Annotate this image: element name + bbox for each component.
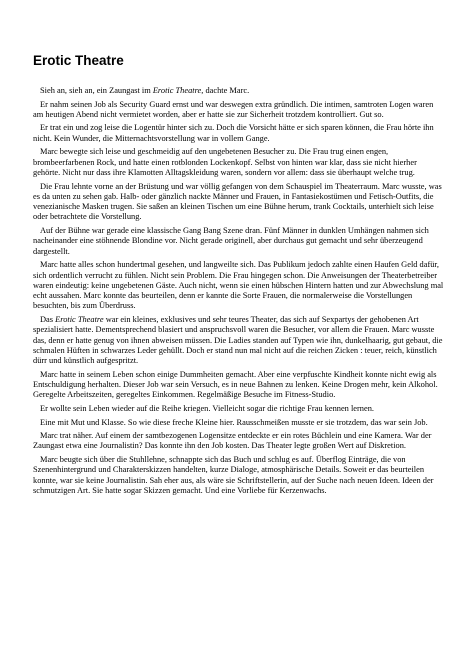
paragraph-11: Eine mit Mut und Klasse. So wie diese freche Kleine hier. Rausschmeißen musste er sie trotzdem, das war sein Job. <box>40 417 428 427</box>
paragraph-text: , dachte Marc. <box>201 86 250 95</box>
theatre-name: Erotic Theatre <box>55 315 104 325</box>
paragraph-text: Das <box>40 315 56 325</box>
paragraph-3: Er trat ein und zog leise die Logentür hinter sich zu. Doch die Vorsicht hätte er sich sparen können, die Frau hörte ihn nicht. Kein Wunder, die Mitternachtsvorstellung war in vollem Gange. <box>33 123 434 143</box>
paragraph-13: Marc beugte sich über die Stuhllehne, schnappte sich das Buch und schlug es auf. Überflog Einträge, die von Szenenhintergrund und Charakterskizzen handelten, kurze Dialoge, atmosphärische Details. Soweit er das beurteilen konnte, war sie keine Journalistin. Sah eher aus, als wäre sie Schriftstellerin, auf der Suche nach neuen Ideen. Ideen der schmutzigen Art. Sie hatte sogar Skizzen gemacht. Und eine Vorliebe für Kerzenwachs. <box>33 455 434 495</box>
paragraph-4: Marc bewegte sich leise und geschmeidig auf den ungebetenen Besucher zu. Die Frau trug einen engen, brombeerfarbenen Rock, und hatte einen rotblonden Lockenkopf. Selbst von hinten war klar, dass sie nicht hierher gehörte. Nicht nur dass ihre Klamotten Alltagskleidung waren, sondern vor allem: dass sie überhaupt welche trug. <box>33 147 417 177</box>
theatre-name: Erotic Theatre <box>152 86 202 95</box>
story-body <box>33 86 445 500</box>
paragraph-2: Er nahm seinen Job als Security Guard ernst und war deswegen extra gründlich. Die intimen, samtroten Logen waren am heutigen Abend nicht vermietet worden, aber er hatte sie zur Sicherheit trotzdem kontrolliert. Gut so. <box>33 99 434 119</box>
paragraph-1 <box>33 86 445 96</box>
paragraph-7: Marc hatte alles schon hundertmal gesehen, und langweilte sich. Das Publikum jedoch zahlte einen Haufen Geld dafür, sich ordentlich verrucht zu fühlen. Nicht sein Problem. Die Frau hingegen schon. Die Anweisungen der Theaterbetreiber waren eindeutig: keine ungebetenen Gäste. Auch nicht, wenn sie einen hübschen Hintern hatten und zur Abwechslung mal echt aussahen. Marc konnte das beurteilen, denn er kannte die Sorte Frauen, die normalerweise die Vorstellungen besuchten, bis zum Überdruss. <box>33 260 444 311</box>
paragraph-9: Marc hatte in seinem Leben schon einige Dummheiten gemacht. Aber eine verpfuschte Kindheit konnte nicht ewig als Entschuldigung herhalten. Dieser Job war sein Versuch, es in neue Bahnen zu lenken. Keine Drogen mehr, kein Alkohol. Geregelte Arbeitszeiten, geregeltes Einkommen. Regelmäßige Besuche im Fitness-Studio. <box>33 369 438 400</box>
paragraph-5: Die Frau lehnte vorne an der Brüstung und war völlig gefangen von dem Schauspiel im Theaterraum. Marc wusste, was es da unten zu sehen gab. Halb- oder gänzlich nackte Männer und Frauen, in Fantasiekostümen und Fetisch-Outfits, die venezianische Masken trugen. Sie saßen an kleinen Tischen um eine Bühne herum, trank Cocktails, unterhielt sich leise oder betrachtete die Vorstellung. <box>33 181 442 222</box>
paragraph-8 <box>33 315 445 366</box>
paragraph-12: Marc trat näher. Auf einem der samtbezogenen Logensitze entdeckte er ein rotes Büchlein und eine Kamera. War der Zaungast etwa eine Journalistin? Das konnte ihn den Job kosten. Das Theater legte großen Wert auf Diskretion. <box>33 431 432 451</box>
paragraph-text: war ein kleines, exklusives und sehr teures Theater, das sich auf Sexpartys der gehobenen Art spezialisiert hatte. Dementsprechend blasiert und anspruchsvoll waren die Besucher, vor allem die Frauen. Marc wusste das, denn er hatte genug von ihnen abweisen müssen. Die Ladies standen auf Typen wie ihn, dunkelhaarig, gut gebaut, die schmalen Hüften in schwarzes Leder gehüllt. Doch er stand nun mal nicht auf die reichen Zicken : teuer, reich, künstlich dürr und künstlich aufgespritzt. <box>33 315 443 366</box>
paragraph-10: Er wollte sein Leben wieder auf die Reihe kriegen. Vielleicht sogar die richtige Frau kennen lernen. <box>40 403 374 413</box>
paragraph-text: Sieh an, sieh an, ein Zaungast im <box>40 86 153 95</box>
paragraph-6: Auf der Bühne war gerade eine klassische Gang Bang Szene dran. Fünf Männer in dunklen Umhängen nahmen sich nacheinander eine stöhnende Blondine vor. Nicht gerade originell, aber durchaus gut gemacht und sehr überzeugend dargestellt. <box>33 226 429 256</box>
page-title: Erotic Theatre <box>33 53 124 68</box>
